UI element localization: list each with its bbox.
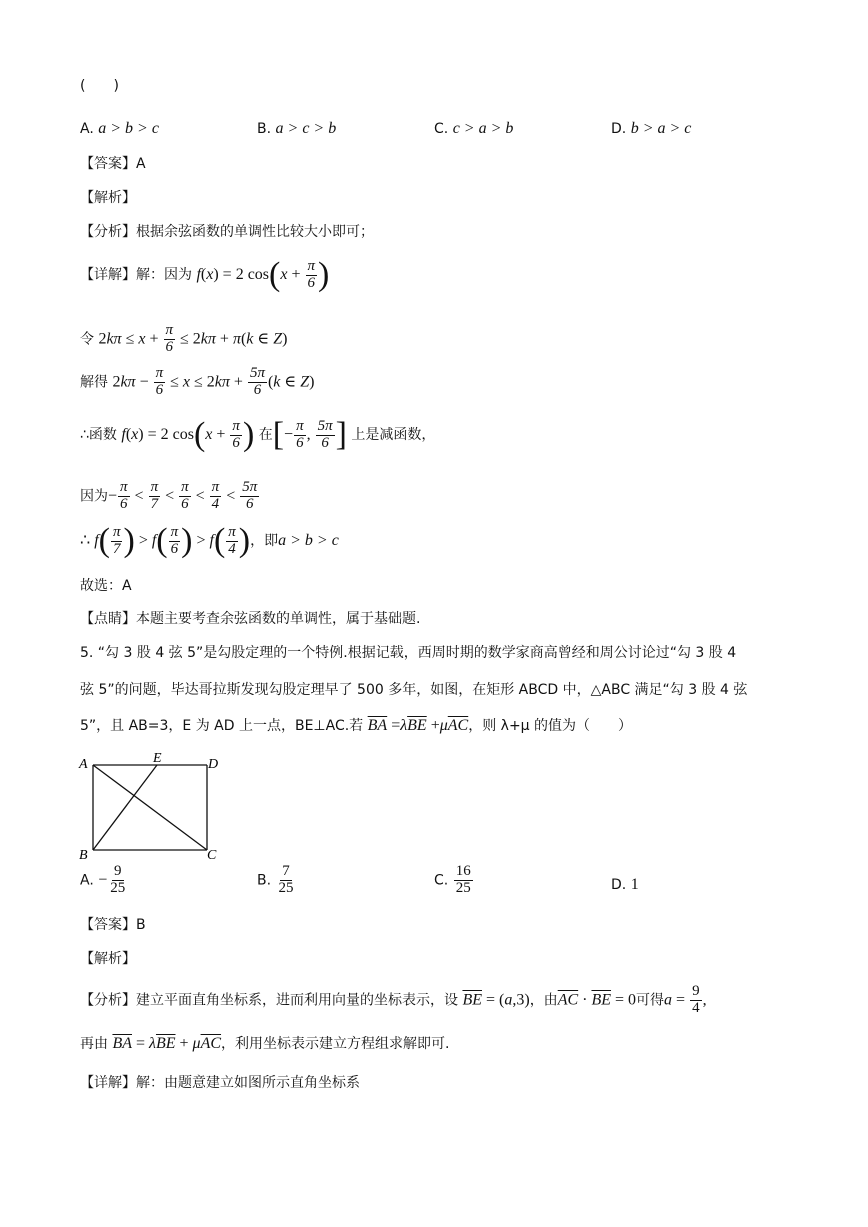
q5-option-a: A. − $\frac{9}{25}$: [80, 863, 126, 896]
q4-option-b: B. a > c > b: [257, 120, 337, 137]
q5-then-line: 再由 $\overline{BA} = \lambda\overline{BE} + \mu\overline{AC}$，利用坐标表示建立方程组求解即可.: [80, 1035, 450, 1052]
vertex-e-label: E: [153, 751, 162, 766]
q4-choice: 故选：A: [80, 578, 132, 594]
q5-option-c: C. $\frac{16}{25}$: [434, 863, 471, 896]
q4-answer: 【答案】A: [80, 156, 146, 172]
q4-comparison-line: ∴ f( $\frac{\pi}{7}$ ) > f( $\frac{\pi}{6}$ ) > f( $\frac{\pi}{4}$ )，即a > b > c: [80, 522, 339, 559]
q4-inequality-line: 因为− $\frac{\pi}{6}$ < $\frac{\pi}{7}$ < $\frac{\pi}{6}$ < $\frac{\pi}{4}$ < $\frac{5\pi}{6}$: [80, 479, 258, 512]
vertex-d-label: D: [208, 757, 219, 772]
q5-option-b: B. $\frac{7}{25}$: [257, 863, 294, 896]
q4-detail-line: 【详解】解：因为 f(x) = 2 cos(x + $\frac{\pi}{6}$ ): [80, 256, 330, 293]
segment-be: [93, 765, 157, 850]
q5-detail: 【详解】解：由题意建立如图所示直角坐标系: [80, 1075, 360, 1091]
vertex-c-label: C: [207, 848, 217, 863]
vertex-a-label: A: [79, 757, 88, 772]
q4-analysis: 【分析】根据余弦函数的单调性比较大小即可；: [80, 224, 374, 240]
q5-answer: 【答案】B: [80, 917, 146, 933]
q5-option-d: D. 1: [611, 876, 639, 893]
rectangle-figure: [76, 748, 236, 866]
q4-jiede-line: 解得 2kπ − $\frac{\pi}{6}$ ≤ x ≤ 2kπ + $\frac{5\pi}{6}$ (k ∈ Z): [80, 365, 315, 398]
q4-ling-line: 令 2kπ ≤ x + $\frac{\pi}{6}$ ≤ 2kπ + π(k ∈ Z): [80, 322, 288, 355]
q4-option-a: A. a > b > c: [80, 120, 159, 137]
q5-jiexi-heading: 【解析】: [80, 951, 136, 967]
vertex-b-label: B: [79, 848, 88, 863]
q5-stem-line2: 弦 5”的问题，毕达哥拉斯发现勾股定理早了 500 多年，如图，在矩形 ABCD 中，△ABC 满足“勾 3 股 4 弦: [80, 682, 748, 698]
q4-option-c: C. c > a > b: [434, 120, 514, 137]
q4-function-decreasing-line: ∴函数 f(x) = 2 cos(x + $\frac{\pi}{6}$ ) 在[− $\frac{\pi}{6}$ , $\frac{5\pi}{6}$ ] 上是减函数，: [80, 416, 436, 453]
q4-option-d: D. b > a > c: [611, 120, 692, 137]
q5-stem-line1: 5. “勾 3 股 4 弦 5”是勾股定理的一个特例.根据记载，西周时期的数学家商高曾经和周公讨论过“勾 3 股 4: [80, 645, 737, 661]
q5-analysis-line: 【分析】建立平面直角坐标系，进而利用向量的坐标表示，设 $\overline{BE} = (a,3)$，由$\overline{AC} \cdot \overline{BE} = 0$可得a = $\frac{9}{4}$ ,: [80, 983, 707, 1016]
diagonal-ac: [93, 765, 207, 850]
q4-jiexi-heading: 【解析】: [80, 190, 136, 206]
q4-remark: 【点睛】本题主要考查余弦函数的单调性，属于基础题.: [80, 611, 421, 627]
q5-stem-line3: 5”，且 AB=3，E 为 AD 上一点，BE⊥AC.若 $\overline{BA} =\lambda\overline{BE} +\mu\overline{AC}$，则 λ+μ 的值为（ ）: [80, 717, 633, 734]
question-4-paren: ( ): [80, 78, 119, 94]
